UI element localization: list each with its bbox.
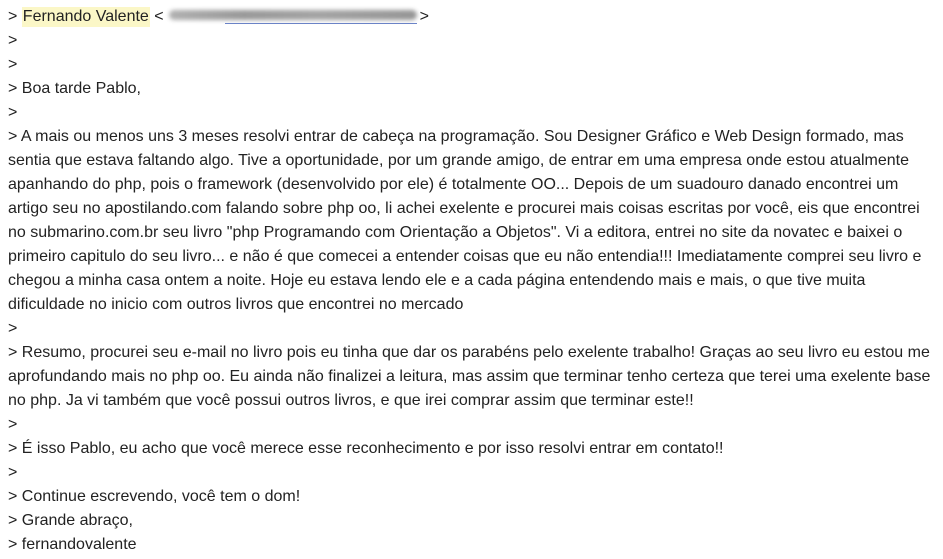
closing-line: > Grande abraço, <box>8 512 133 529</box>
signature-line: > fernandovalente <box>8 536 137 553</box>
quoted-line: > <box>8 32 22 49</box>
closing-line: > Continue escrevendo, você tem o dom! <box>8 488 301 505</box>
message-paragraph: > Resumo, procurei seu e-mail no livro pois eu tinha que dar os parabéns pelo exelente trabalho! Graças ao seu livro eu estou me aprofundando mais no php oo. Eu ainda não finalizei a leitura, mas assim que terminar tenho certeza que terei uma exelente base no php. Ja vi também que você possui outros livros, e que irei comprar assim que terminar este!! <box>8 344 935 409</box>
quoted-line: > <box>8 464 22 481</box>
email-body <box>8 5 933 557</box>
greeting-line: > Boa tarde Pablo, <box>8 80 141 97</box>
message-paragraph: > A mais ou menos uns 3 meses resolvi entrar de cabeça na programação. Sou Designer Gráfico e Web Design formado, mas sentia que estava faltando algo. Tive a oportunidade, por um grande amigo, de entrar em uma empresa onde estou atualmente apanhando do php, pois o framework (desenvolvido por ele) é totalmente OO... Depois de um suadouro danado encontrei um artigo seu no apostilando.com falando sobre php oo, li achei exelente e procurei mais coisas escritas por você, eis que encontrei no submarino.com.br seu livro "php Programando com Orientação a Objetos". Vi a editora, entrei no site da novatec e baixei o primeiro capitulo do seu livro... e não é que comecei a entender coisas que eu não entendia!!! Imediatamente comprei seu livro e chegou a minha casa ontem a noite. Hoje eu estava lendo ele e a cada página entendendo mais e mais, o que tive muita dificuldade no inicio com outros livros que encontrei no mercado <box>8 128 926 313</box>
redacted-email-address <box>165 8 419 22</box>
message-paragraph: > É isso Pablo, eu acho que você merece esse reconhecimento e por isso resolvi entrar em contato!! <box>8 440 724 457</box>
sender-open-bracket: < <box>149 8 164 25</box>
quoted-line: > <box>8 56 22 73</box>
quoted-line: > <box>8 320 22 337</box>
sender-line <box>8 5 933 29</box>
sender-name[interactable]: Fernando Valente <box>22 8 149 25</box>
quoted-line: > <box>8 104 22 121</box>
quoted-line: > <box>8 416 22 433</box>
quote-marker: > <box>8 8 22 25</box>
sender-close-bracket: > <box>419 8 429 25</box>
